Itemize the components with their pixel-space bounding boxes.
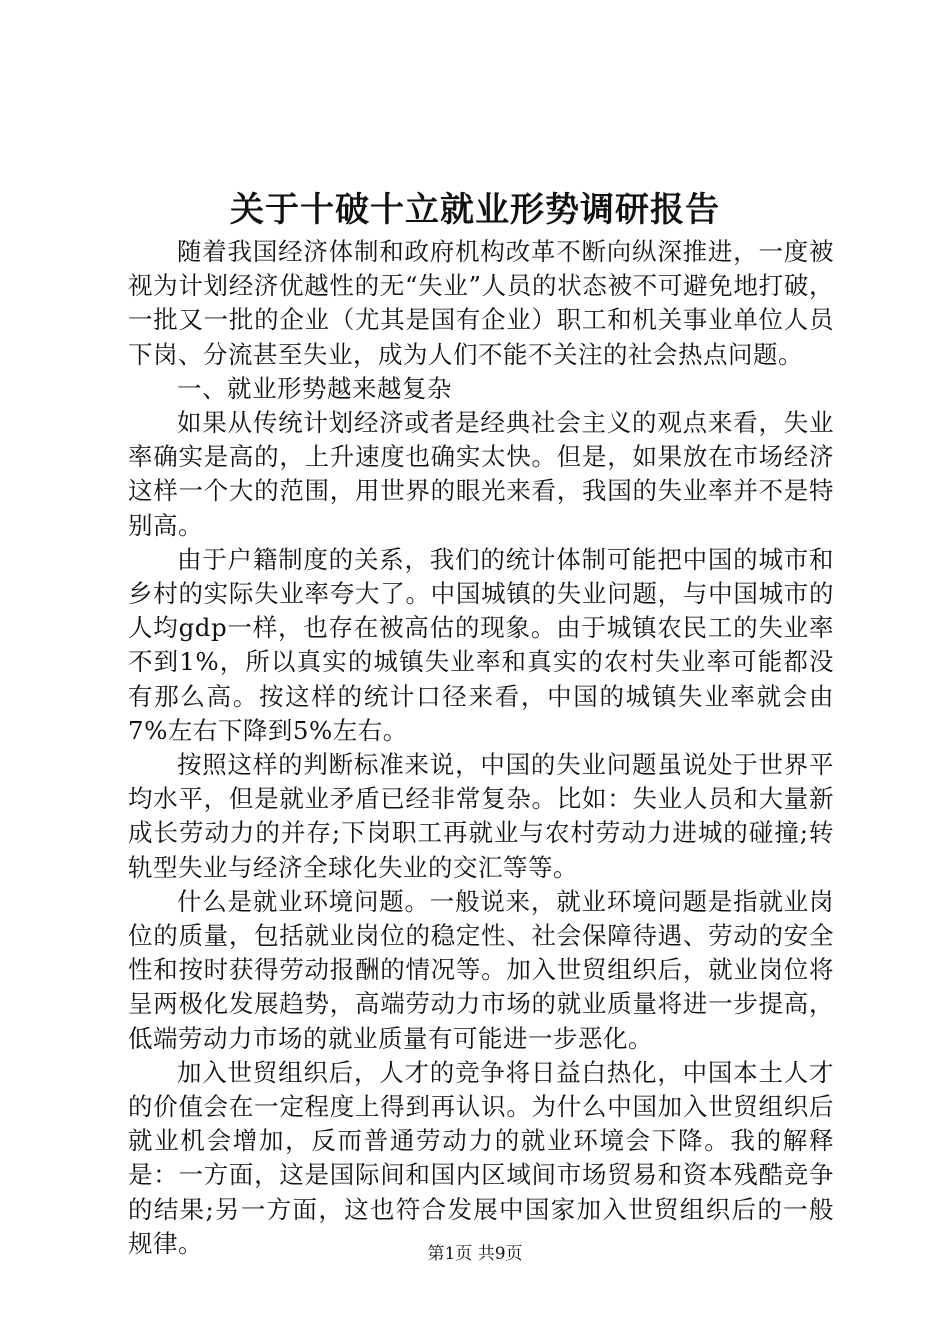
paragraph: 如果从传统计划经济或者是经典社会主义的观点来看，失业率确实是高的，上升速度也确实太快。但是，如果放在市场经济这样一个大的范围，用世界的眼光来看，我国的失业率并不是特别高。	[128, 408, 834, 540]
document-body	[128, 235, 834, 1261]
paragraph: 由于户籍制度的关系，我们的统计体制可能把中国的城市和乡村的实际失业率夸大了。中国城镇的失业问题，与中国城市的人均gdp一样，也存在被高估的现象。由于城镇农民工的失业率不到1%，所以真实的城镇失业率和真实的农村失业率可能都没有那么高。按这样的统计口径来看，中国的城镇失业率就会由7%左右下降到5%左右。	[128, 544, 834, 745]
paragraph: 加入世贸组织后，人才的竞争将日益白热化，中国本土人才的价值会在一定程度上得到再认识。为什么中国加入世贸组织后就业机会增加，反而普通劳动力的就业环境会下降。我的解释是：一方面，这是国际间和国内区域间市场贸易和资本残酷竞争的结果;另一方面，这也符合发展中国家加入世贸组织后的一般规律。	[128, 1057, 834, 1258]
paragraph: 什么是就业环境问题。一般说来，就业环境问题是指就业岗位的质量，包括就业岗位的稳定性、社会保障待遇、劳动的安全性和按时获得劳动报酬的情况等。加入世贸组织后，就业岗位将呈两极化发展趋势，高端劳动力市场的就业质量将进一步提高，低端劳动力市场的就业质量有可能进一步恶化。	[128, 886, 834, 1053]
section-heading: 一、就业形势越来越复杂	[177, 373, 452, 403]
page-footer: 第1页 共9页	[427, 1244, 523, 1264]
paragraph-intro: 随着我国经济体制和政府机构改革不断向纵深推进，一度被视为计划经济优越性的无“失业”人员的状态被不可避免地打破，一批又一批的企业（尤其是国有企业）职工和机关事业单位人员下岗、分流甚至失业，成为人们不能不关注的社会热点问题。	[128, 237, 834, 369]
document-title: 关于十破十立就业形势调研报告	[230, 190, 720, 230]
paragraph: 按照这样的判断标准来说，中国的失业问题虽说处于世界平均水平，但是就业矛盾已经非常复杂。比如：失业人员和大量新成长劳动力的并存;下岗职工再就业与农村劳动力进城的碰撞;转轨型失业与经济全球化失业的交汇等等。	[128, 750, 834, 882]
